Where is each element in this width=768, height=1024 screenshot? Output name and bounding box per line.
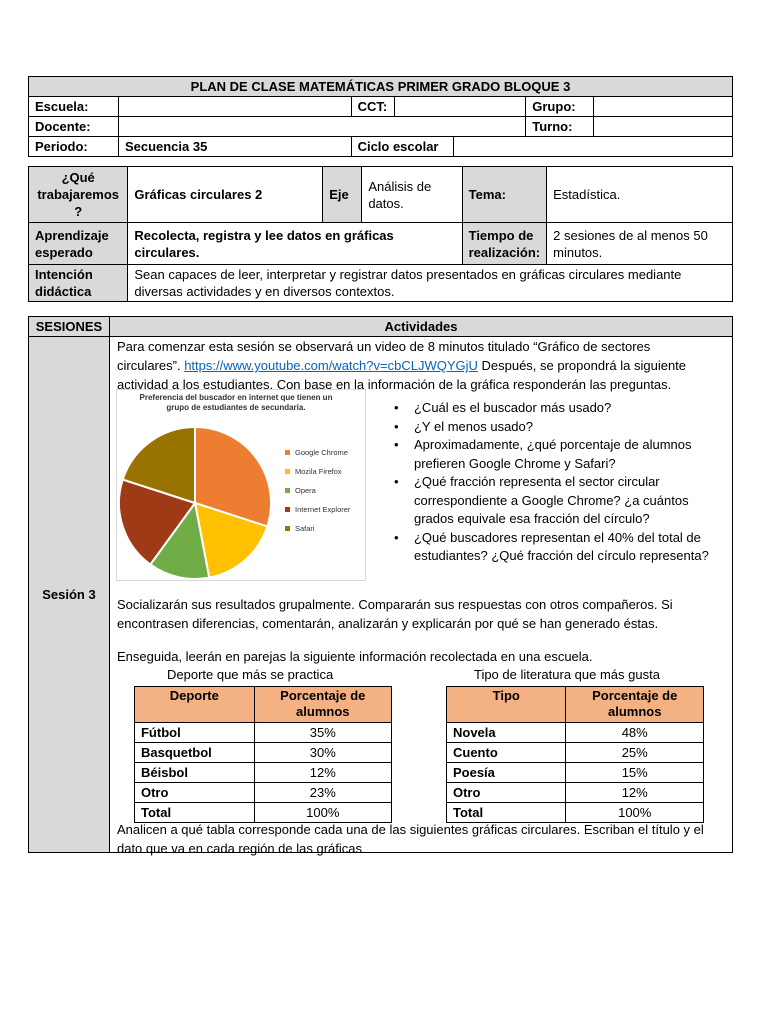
deporte-row-name: Total (134, 803, 254, 823)
session-label: Sesión 3 (29, 337, 110, 853)
grupo-field[interactable] (594, 97, 733, 117)
legend-item (285, 520, 315, 537)
deporte-col1: Deporte (134, 687, 254, 723)
cct-label: CCT: (351, 97, 394, 117)
escuela-label: Escuela: (29, 97, 119, 117)
literatura-col2: Porcentaje de alumnos (566, 687, 704, 723)
grupo-label: Grupo: (526, 97, 594, 117)
deporte-row-name: Béisbol (134, 763, 254, 783)
turno-field[interactable] (594, 117, 733, 137)
header-table (28, 76, 733, 157)
question-item: • Aproximadamente, ¿qué porcentaje de alumnos prefieren Google Chrome y Safari? (389, 436, 709, 473)
cct-field[interactable] (394, 97, 526, 117)
table-row (446, 723, 703, 743)
legend-swatch (285, 507, 290, 512)
table-row (134, 723, 391, 743)
deporte-row-value: 100% (254, 803, 391, 823)
table-row (446, 783, 703, 803)
deporte-col2: Porcentaje de alumnos (254, 687, 391, 723)
escuela-field[interactable] (118, 97, 351, 117)
table-row (446, 763, 703, 783)
intro-text: Para comenzar esta sesión se observará un video de 8 minutos titulado “Gráfico de sectores circulares”. (116, 339, 651, 373)
ciclo-field[interactable] (454, 137, 733, 157)
legend-swatch (285, 488, 290, 493)
deporte-row-name: Basquetbol (134, 743, 254, 763)
legend-label: Google Chrome (294, 448, 348, 457)
table-row (134, 743, 391, 763)
intencion-label: Intención didáctica (29, 265, 128, 302)
enseguida-text: Enseguida, leerán en parejas la siguiente información recolectada en una escuela. (116, 649, 593, 664)
legend-swatch (285, 469, 290, 474)
question-item: • ¿Cuál es el buscador más usado? (389, 399, 709, 418)
deporte-row-name: Fútbol (134, 723, 254, 743)
literatura-row-value: 12% (566, 783, 704, 803)
deporte-title: Deporte que más se practica (166, 667, 334, 682)
legend-label: Mozila Firefox (294, 467, 342, 476)
sesiones-header: SESIONES (29, 317, 110, 337)
tema-value: Estadística. (547, 167, 733, 223)
legend-item (285, 482, 316, 499)
deporte-row-value: 35% (254, 723, 391, 743)
legend-label: Internet Explorer (294, 505, 351, 514)
deporte-row-name: Otro (134, 783, 254, 803)
ciclo-label: Ciclo escolar (351, 137, 454, 157)
literatura-row-name: Poesía (446, 763, 565, 783)
table-row (446, 743, 703, 763)
table-row (134, 783, 391, 803)
literatura-row-name: Novela (446, 723, 565, 743)
docente-label: Docente: (29, 117, 119, 137)
legend-swatch (285, 450, 290, 455)
literatura-col1: Tipo (446, 687, 565, 723)
activities-cell (109, 337, 732, 856)
literatura-row-value: 15% (566, 763, 704, 783)
aprendizaje-label: Aprendizaje esperado (29, 223, 128, 265)
tema-label: Tema: (462, 167, 547, 223)
eje-label: Eje (323, 167, 362, 223)
deporte-row-value: 12% (254, 763, 391, 783)
literatura-row-name: Cuento (446, 743, 565, 763)
deporte-row-value: 30% (254, 743, 391, 763)
socializar-text: Socializarán sus resultados grupalmente. Compararán sus respuestas con otros compañeros. Si encontrasen diferencias, comentarán, analizarán y explicarán por qué se han generado éstas. (116, 597, 673, 631)
intencion-value: Sean capaces de leer, interpretar y registrar datos presentados en gráficas circulares mediante diversas actividades y en diversos contextos. (128, 265, 733, 302)
table-row (134, 763, 391, 783)
legend-swatch (285, 526, 290, 531)
legend-item (285, 463, 342, 480)
aprendizaje-value: Recolecta, registra y lee datos en gráficas circulares. (128, 223, 462, 265)
question-item: • ¿Y el menos usado? (389, 418, 709, 437)
question-item: • ¿Qué fracción representa el sector circular correspondiente a Google Chrome? ¿a cuántos grados equivale esa fracción del círculo? (389, 473, 709, 529)
intro-paragraph (117, 337, 707, 394)
analicen-text: Analicen a qué tabla corresponde cada una de las siguientes gráficas circulares. Escriban el título y el dato que va en cada región de las gráficas (116, 822, 704, 856)
question-list (389, 399, 709, 566)
periodo-label: Periodo: (29, 137, 119, 157)
legend-label: Opera (294, 486, 316, 495)
literatura-row-value: 48% (566, 723, 704, 743)
eje-value: Análisis de datos. (362, 167, 462, 223)
video-link[interactable]: https://www.youtube.com/watch?v=cbCLJWQYGjU (184, 358, 478, 373)
plan-title: PLAN DE CLASE MATEMÁTICAS PRIMER GRADO BLOQUE 3 (29, 77, 733, 97)
docente-field[interactable] (118, 117, 525, 137)
question-item: • ¿Qué buscadores representan el 40% del total de estudiantes? ¿Qué fracción del círculo representa? (389, 529, 709, 566)
tiempo-value: 2 sesiones de al menos 50 minutos. (547, 223, 733, 265)
pie-chart (116, 389, 366, 581)
literatura-row-name: Total (446, 803, 565, 823)
literatura-title: Tipo de literatura que más gusta (473, 667, 660, 682)
intro-after-link: Después, se propondrá la siguiente actividad a los estudiantes. Con base en la información de la gráfica responderán las preguntas. (116, 358, 687, 392)
legend-item (285, 501, 350, 518)
periodo-value: Secuencia 35 (118, 137, 351, 157)
pie-chart-title: Preferencia del buscador en internet que tienen un grupo de estudiantes de secundaria. (139, 393, 333, 412)
info-table (28, 166, 733, 302)
turno-label: Turno: (526, 117, 594, 137)
literatura-row-value: 25% (566, 743, 704, 763)
tiempo-label: Tiempo de realización: (462, 223, 547, 265)
deporte-row-value: 23% (254, 783, 391, 803)
sessions-table (28, 316, 733, 856)
deporte-table (134, 686, 392, 823)
literatura-table (446, 686, 704, 823)
pie-svg (117, 390, 365, 580)
que-label: ¿Qué trabajaremos ? (29, 167, 128, 223)
actividades-header: Actividades (109, 317, 732, 337)
literatura-row-value: 100% (566, 803, 704, 823)
legend-label: Safari (294, 524, 315, 533)
literatura-row-name: Otro (446, 783, 565, 803)
que-value: Gráficas circulares 2 (128, 167, 323, 223)
legend-item (285, 444, 348, 461)
